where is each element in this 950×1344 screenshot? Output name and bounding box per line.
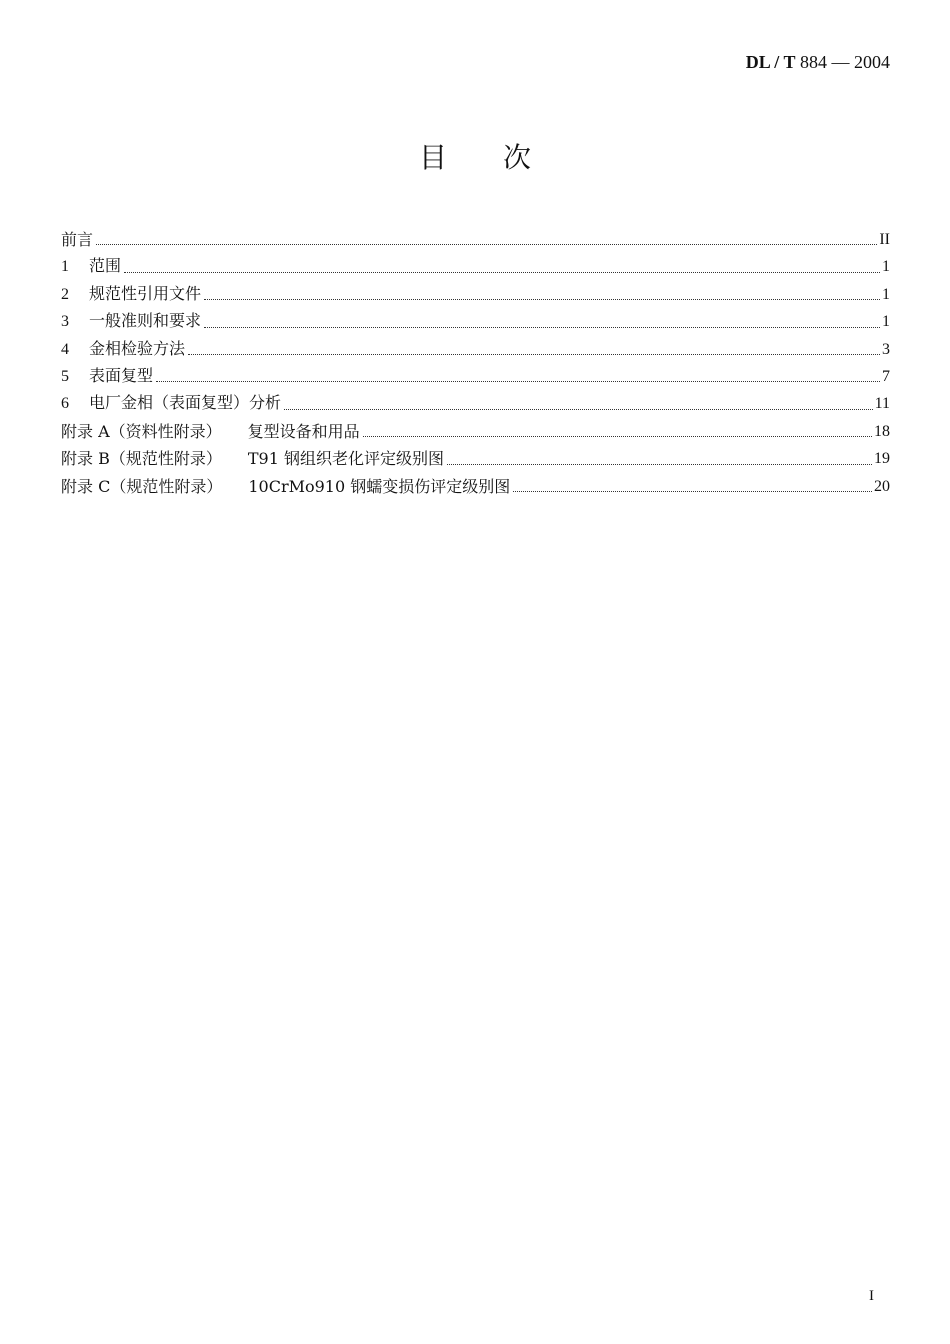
page-title	[0, 136, 950, 176]
toc-entry-text	[61, 252, 121, 280]
toc-entry-number: 4	[61, 340, 69, 358]
toc-entry-appendix-prefix: 附录 B（规范性附录）	[61, 449, 222, 469]
toc-entry-label: 表面复型	[89, 365, 154, 385]
toc-entry-number: 5	[61, 367, 69, 385]
standard-code	[746, 52, 890, 73]
toc-entry[interactable]	[61, 336, 890, 363]
standard-code-prefix: DL / T	[745, 52, 796, 72]
toc-entry[interactable]	[61, 281, 890, 308]
toc-entry-text	[61, 445, 444, 472]
toc-entry-text	[61, 280, 201, 308]
toc-entry-appendix-prefix: 附录 C（规范性附录）	[61, 476, 223, 496]
toc-leader-dots	[447, 463, 872, 465]
toc-leader-dots	[284, 408, 873, 410]
toc-leader-dots	[513, 490, 872, 492]
toc-entry-number: 3	[61, 313, 69, 331]
toc-leader-dots	[188, 353, 880, 355]
toc-leader-dots	[363, 435, 872, 437]
toc-entry-label: 范围	[89, 256, 122, 276]
toc-entry-label: 10CrMo910 钢蠕变损伤评定级别图	[248, 476, 511, 496]
toc-entry-text	[61, 418, 360, 445]
toc-entry-label: 规范性引用文件	[89, 283, 202, 303]
toc-entry-page: 1	[882, 258, 890, 276]
toc-entry[interactable]	[61, 445, 890, 472]
toc-entry-label: 电厂金相（表面复型）分析	[89, 393, 282, 413]
toc-entry-text	[61, 389, 281, 417]
toc-entry-label: 复型设备和用品	[247, 421, 360, 441]
toc-entry[interactable]	[61, 308, 890, 335]
toc-leader-dots	[124, 271, 880, 273]
toc-leader-dots	[204, 298, 880, 300]
toc-entry-appendix-prefix: 附录 A（资料性附录）	[61, 421, 222, 441]
toc-entry-page: 3	[882, 340, 890, 358]
toc-entry[interactable]	[61, 226, 890, 253]
toc-entry-label: 前言	[61, 229, 94, 249]
toc-entry-page: II	[879, 230, 890, 248]
toc-entry-number: 6	[61, 395, 69, 413]
standard-code-number: 884 — 2004	[800, 52, 890, 72]
toc-entry-page: 18	[874, 422, 890, 440]
toc-entry-page: 1	[882, 313, 890, 331]
toc-entry-text	[61, 335, 185, 363]
toc-entry-label: T91 钢组织老化评定级别图	[247, 449, 444, 469]
toc-entry-page: 7	[882, 367, 890, 385]
toc-leader-dots	[204, 326, 880, 328]
toc-entry[interactable]	[61, 473, 890, 500]
toc-entry-number: 1	[61, 258, 69, 276]
toc-entry-label: 一般准则和要求	[89, 311, 202, 331]
toc-entry[interactable]	[61, 363, 890, 390]
toc-entry-page: 20	[874, 477, 890, 495]
toc-entry-text	[61, 473, 510, 500]
page-title-char-1: 目	[418, 141, 447, 174]
page-title-char-2: 次	[503, 141, 532, 174]
toc-entry-number: 2	[61, 285, 69, 303]
page-number: I	[869, 1288, 874, 1304]
toc-entry[interactable]	[61, 253, 890, 280]
toc-leader-dots	[156, 380, 880, 382]
toc-entry-label: 金相检验方法	[89, 338, 186, 358]
toc-entry[interactable]	[61, 390, 890, 417]
toc-entry-page: 19	[874, 450, 890, 468]
toc-entry-text	[61, 226, 93, 253]
table-of-contents	[61, 226, 890, 500]
toc-leader-dots	[96, 243, 877, 245]
toc-entry-text	[61, 307, 201, 335]
toc-entry-page: 1	[882, 285, 890, 303]
toc-entry-page: 11	[874, 395, 890, 413]
toc-entry[interactable]	[61, 418, 890, 445]
toc-entry-text	[61, 362, 153, 390]
